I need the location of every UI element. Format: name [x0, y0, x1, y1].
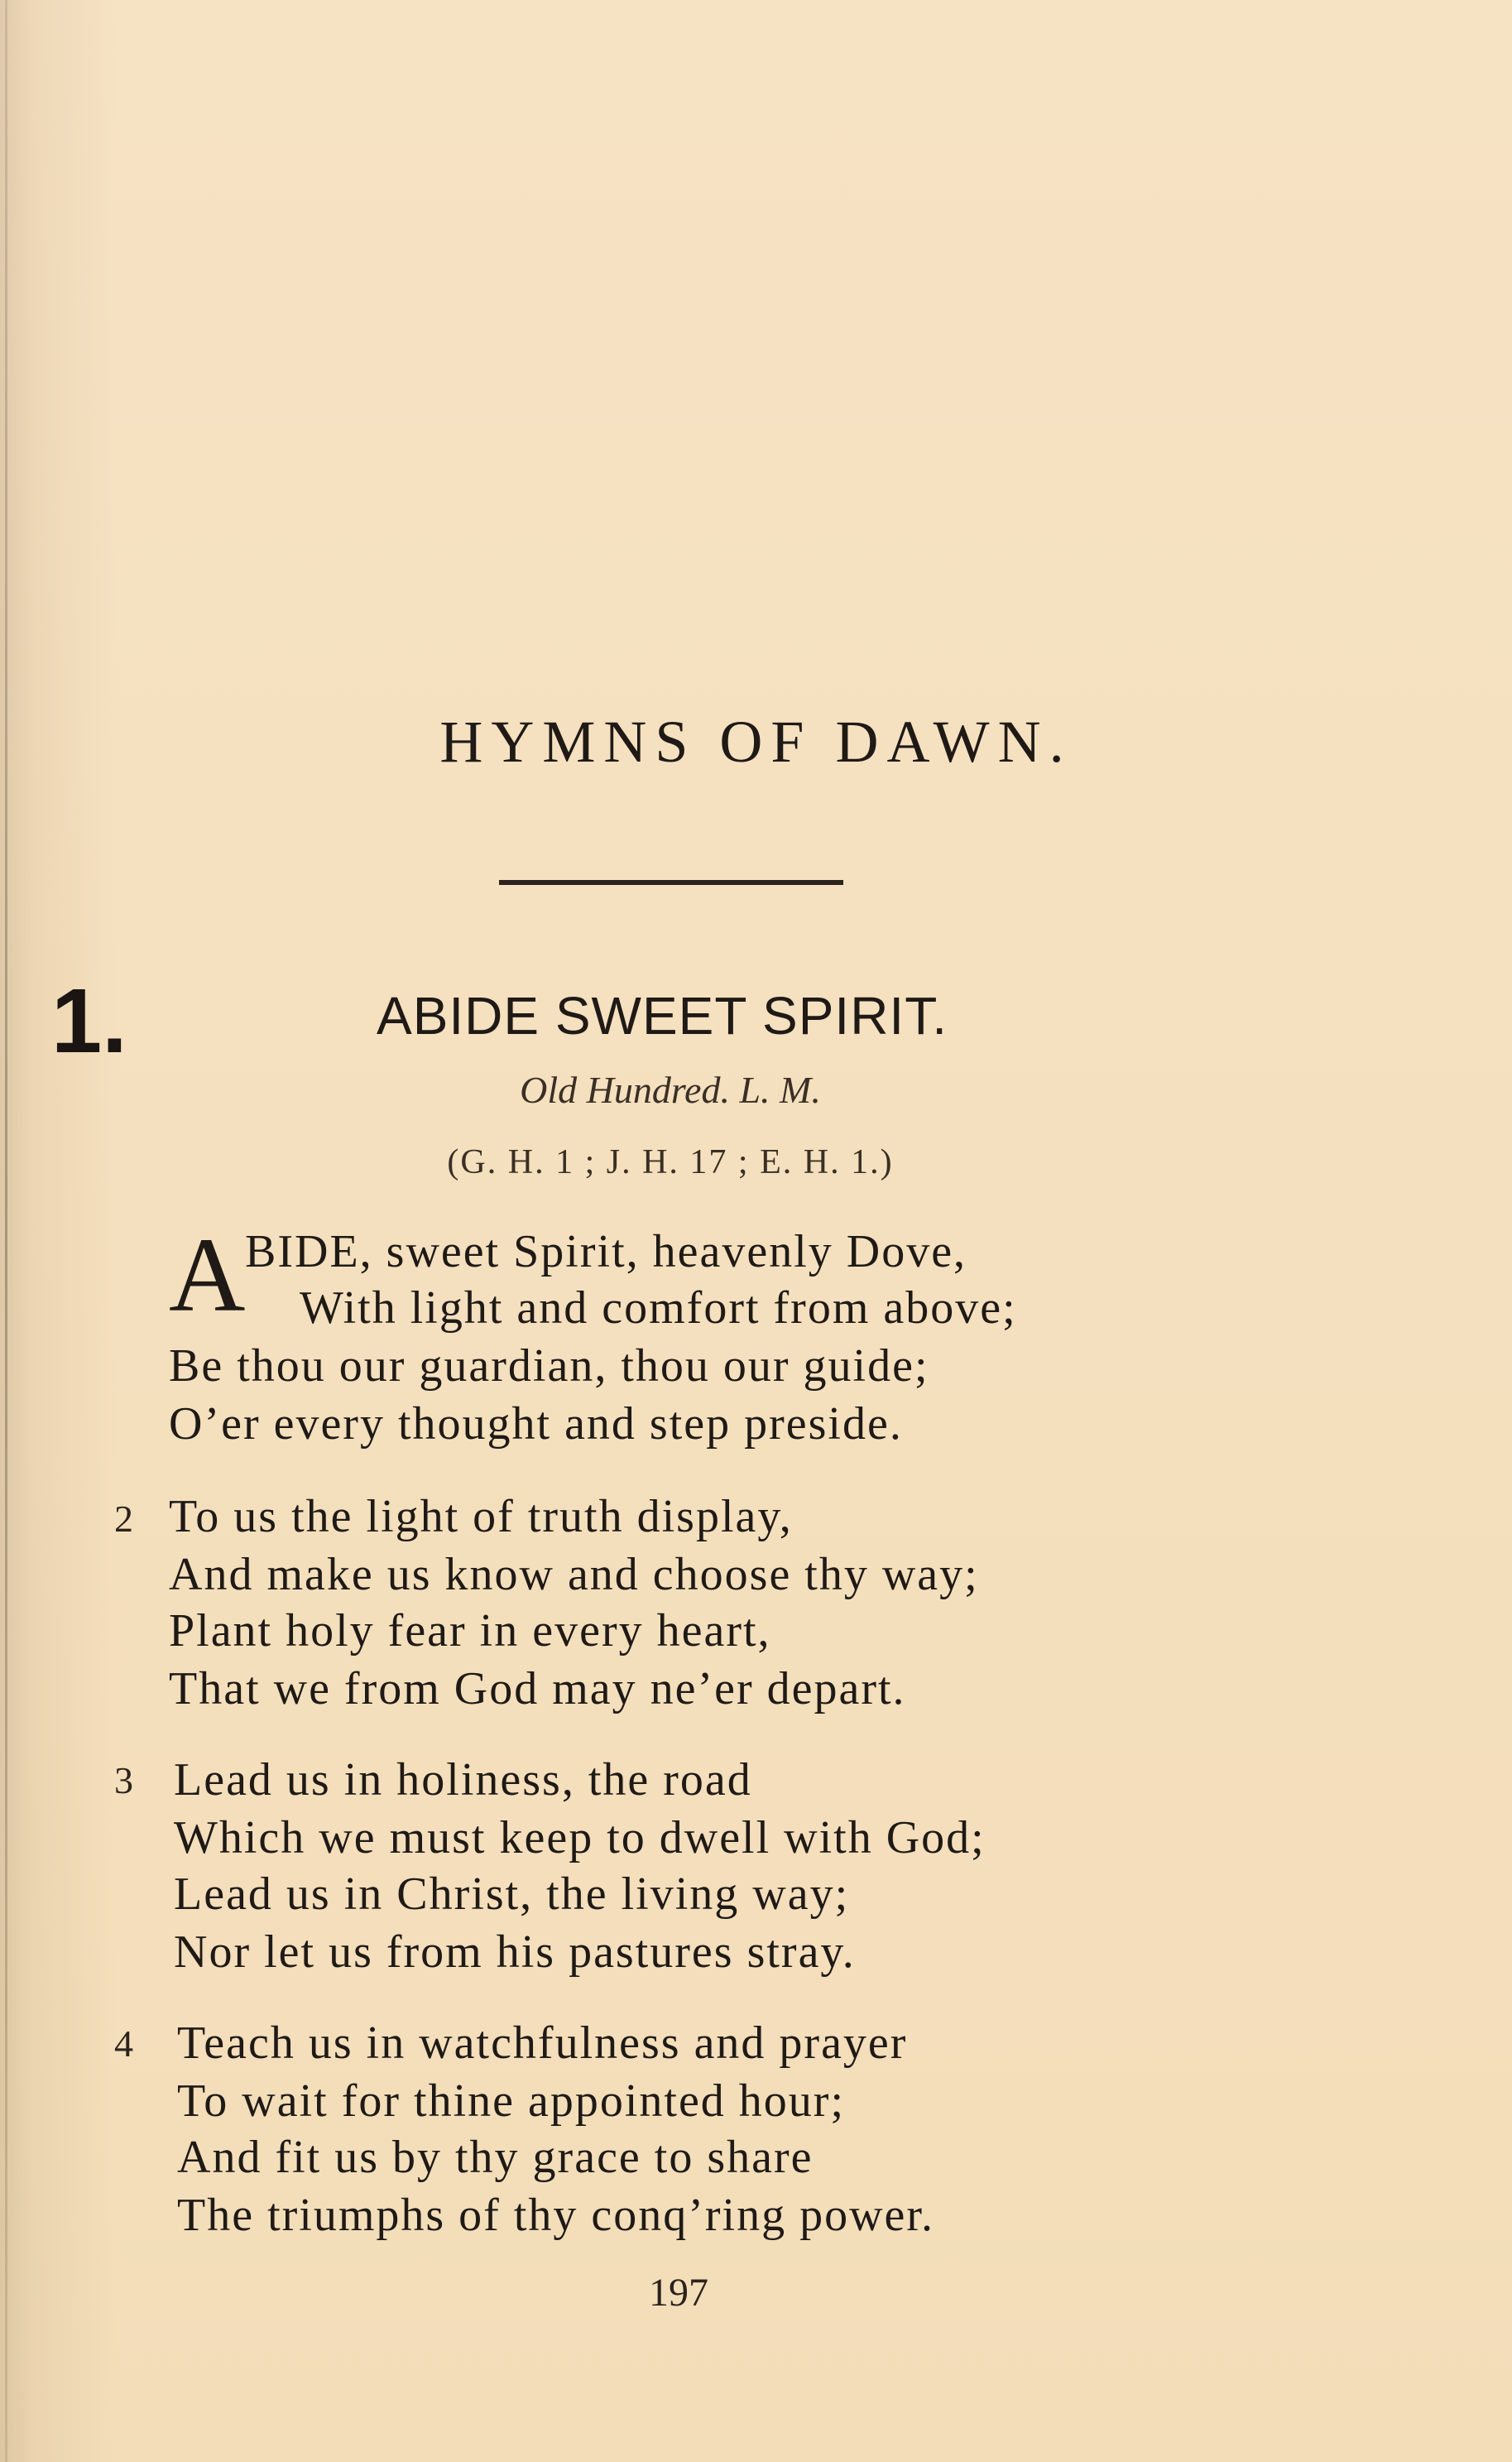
- verse-2-line-2: And make us know and choose thy way;: [169, 1549, 979, 1600]
- verse-3-number: 3: [114, 1759, 133, 1801]
- verse-1-line-3: Be thou our guardian, thou our guide;: [169, 1340, 929, 1392]
- hymn-references: (G. H. 1 ; J. H. 17 ; E. H. 1.): [447, 1143, 894, 1181]
- title-divider-rule: [499, 880, 843, 885]
- verse-2-line-1: To us the light of truth display,: [169, 1491, 793, 1542]
- hymn-tune-meter: Old Hundred. L. M.: [520, 1069, 821, 1111]
- verse-3-line-3: Lead us in Christ, the living way;: [174, 1868, 850, 1920]
- verse-3-line-4: Nor let us from his pastures stray.: [174, 1926, 856, 1978]
- verse-1-line-1: BIDE, sweet Spirit, heavenly Dove,: [245, 1226, 967, 1277]
- hymn-number: 1.: [51, 970, 127, 1072]
- verse-3-line-1: Lead us in holiness, the road: [174, 1754, 752, 1806]
- drop-cap-letter: A: [169, 1216, 246, 1334]
- verse-1-line-2: With light and comfort from above;: [300, 1282, 1017, 1334]
- verse-4-line-1: Teach us in watchfulness and prayer: [177, 2017, 908, 2069]
- page-number: 197: [649, 2271, 708, 2315]
- verse-4-number: 4: [114, 2022, 133, 2065]
- verse-2-line-4: That we from God may ne’er depart.: [169, 1663, 906, 1714]
- verse-2-line-3: Plant holy fear in every heart,: [169, 1605, 771, 1657]
- verse-4-line-3: And fit us by thy grace to share: [177, 2132, 814, 2183]
- verse-4-line-2: To wait for thine appointed hour;: [177, 2075, 846, 2127]
- hymn-title: ABIDE SWEET SPIRIT.: [377, 986, 948, 1046]
- verse-1-line-4: O’er every thought and step preside.: [169, 1398, 903, 1450]
- page-gutter-shadow: [5, 0, 7, 2462]
- verse-2-number: 2: [114, 1498, 133, 1540]
- verse-4-line-4: The triumphs of thy conq’ring power.: [177, 2190, 934, 2241]
- section-title: HYMNS OF DAWN.: [439, 709, 1073, 775]
- verse-3-line-2: Which we must keep to dwell with God;: [174, 1812, 986, 1863]
